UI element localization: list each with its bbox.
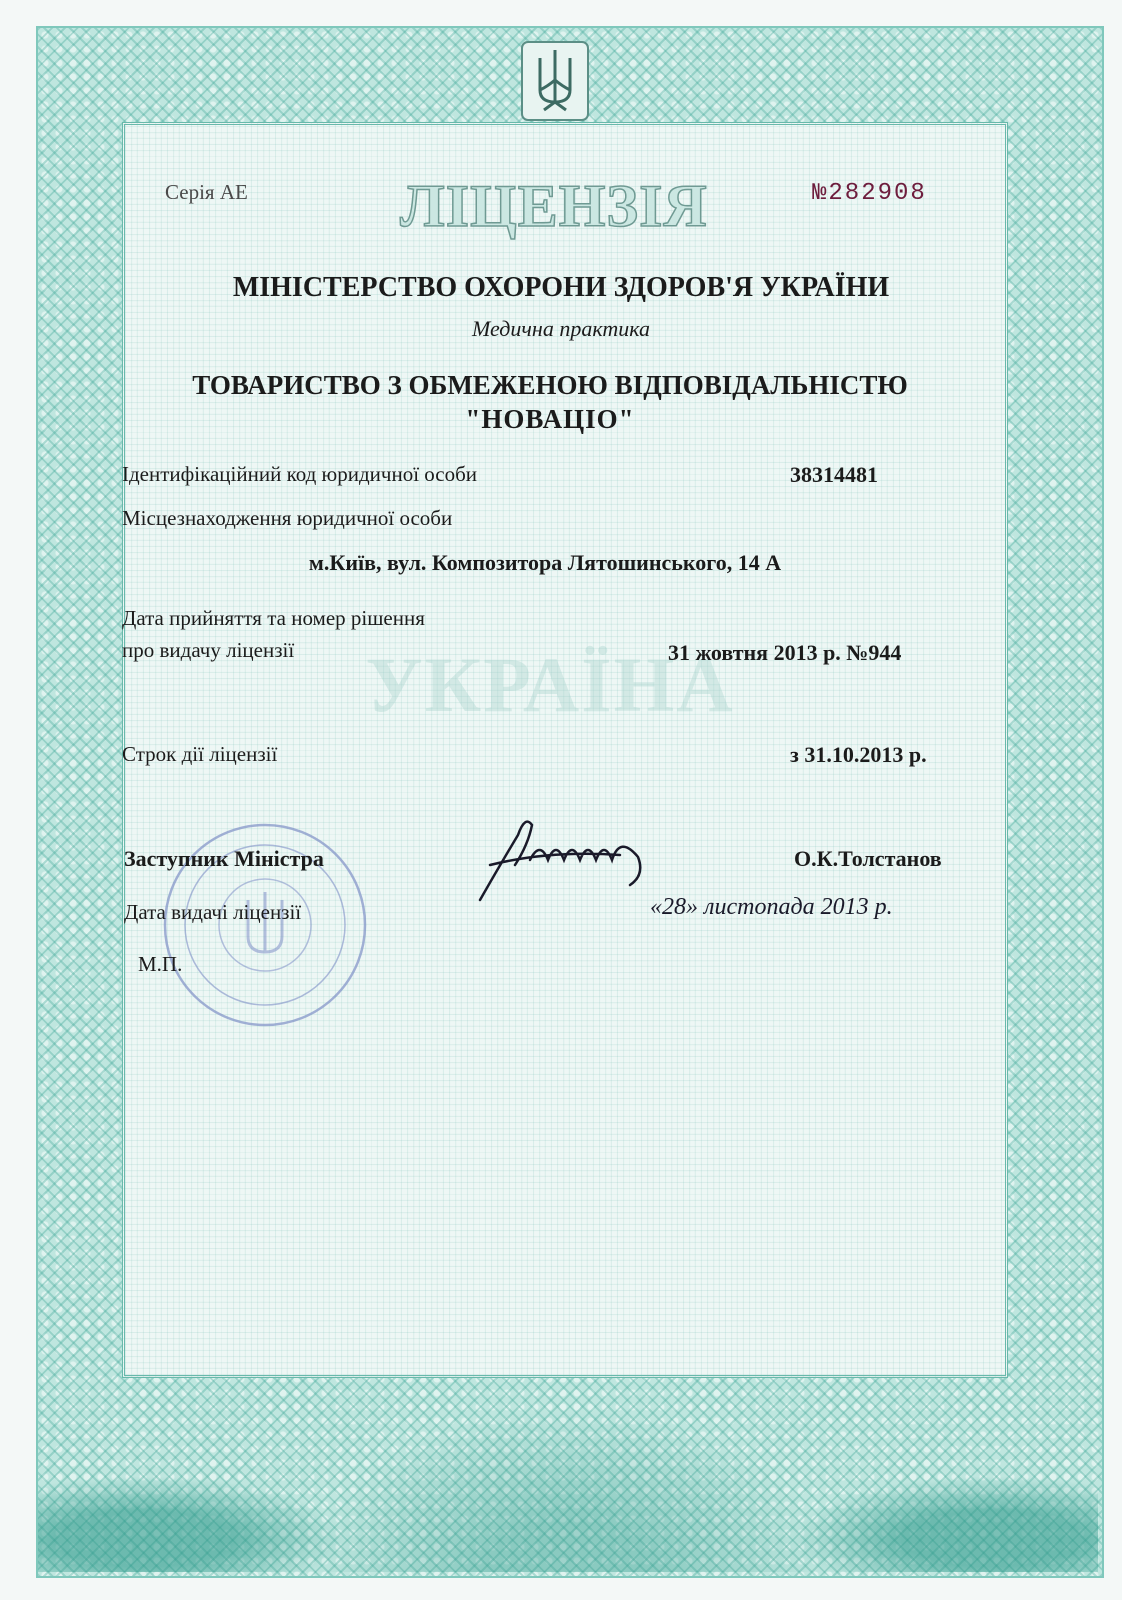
seal-place-label: М.П. <box>138 952 183 976</box>
document-title: ЛІЦЕНЗІЯ <box>400 173 708 239</box>
decision-value: 31 жовтня 2013 р. №944 <box>668 640 902 665</box>
license-number: №282908 <box>812 180 927 207</box>
practice-type: Медична практика <box>472 316 650 341</box>
code-value: 38314481 <box>790 462 878 487</box>
signatory-name: О.К.Толстанов <box>794 846 942 871</box>
ministry-name: МІНІСТЕРСТВО ОХОРОНИ ЗДОРОВ'Я УКРАЇНИ <box>232 272 890 303</box>
signatory-position: Заступник Міністра <box>124 846 324 871</box>
trident-icon <box>520 40 590 122</box>
location-value: м.Київ, вул. Композитора Лятошинського, 14 А <box>308 550 782 575</box>
location-label: Місцезнаходження юридичної особи <box>122 506 453 530</box>
signature-icon <box>470 805 670 915</box>
series-label: Серія АЕ <box>165 180 248 204</box>
issue-date-label: Дата видачі ліцензії <box>124 900 302 924</box>
watermark-text: УКРАЇНА <box>365 641 735 728</box>
organization-line-1: ТОВАРИСТВО З ОБМЕЖЕНОЮ ВІДПОВІДАЛЬНІСТЮ <box>192 370 908 400</box>
organization-line-2: "НОВАЦІО" <box>465 404 635 434</box>
issue-date-value: «28» листопада 2013 р. <box>650 894 893 920</box>
decision-label-1: Дата прийняття та номер рішення <box>122 606 425 630</box>
term-label: Строк дії ліцензії <box>122 742 278 766</box>
decision-label-2: про видачу ліцензії <box>122 638 295 662</box>
term-value: з 31.10.2013 р. <box>790 742 927 767</box>
code-label: Ідентифікаційний код юридичної особи <box>122 462 478 486</box>
